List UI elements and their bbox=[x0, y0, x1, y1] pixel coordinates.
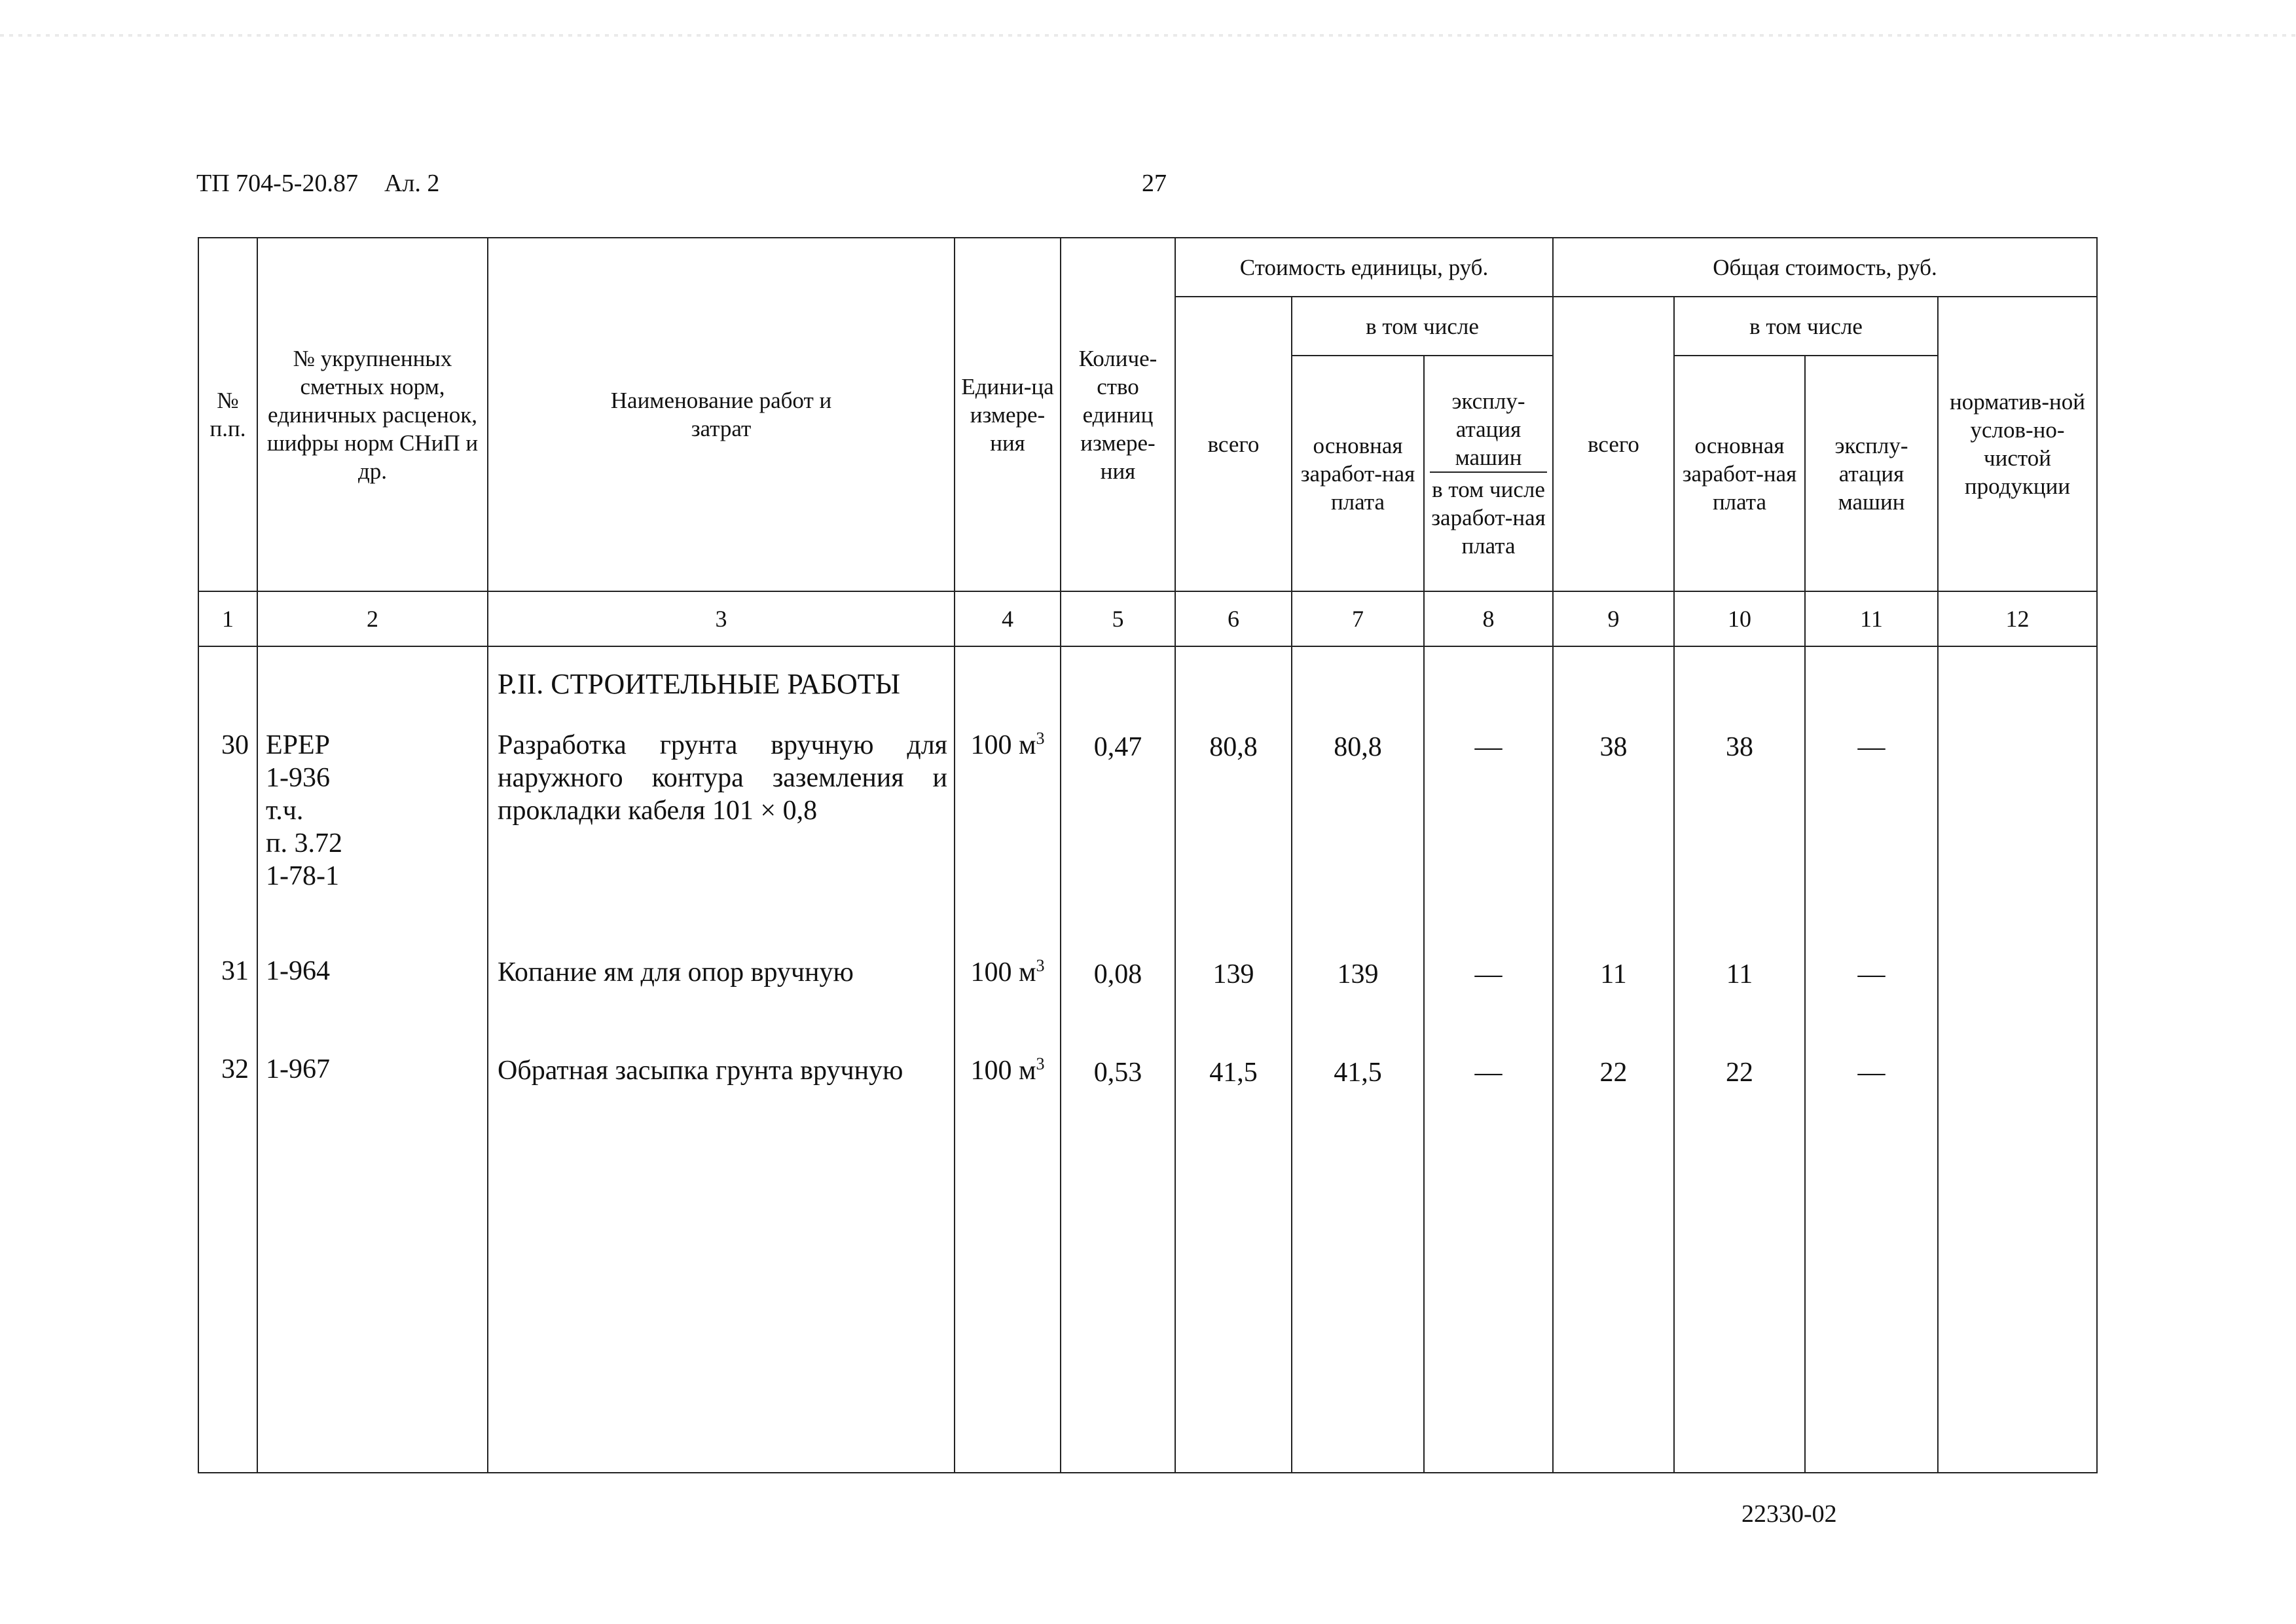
sheet-label: Ал. 2 bbox=[384, 170, 440, 197]
norm-code-column bbox=[257, 646, 488, 1473]
row-number-column bbox=[198, 646, 257, 1473]
norm-code-line: п. 3.72 bbox=[266, 828, 342, 858]
unit-total-value: 139 bbox=[1212, 959, 1254, 989]
column-number: 4 bbox=[955, 591, 1061, 646]
total-value: 38 bbox=[1599, 732, 1628, 762]
header-col-qty: Количе-ство единиц измере-ния bbox=[1061, 238, 1175, 591]
header-col-unit-machines-bottom: в том числе заработ-ная плата bbox=[1431, 477, 1546, 559]
row-number: 31 bbox=[221, 956, 249, 986]
unit-total-value: 80,8 bbox=[1209, 732, 1258, 762]
unit-value: 100 $м^3$ bbox=[970, 1054, 1045, 1086]
column-number: 1 bbox=[198, 591, 257, 646]
table-header bbox=[198, 238, 2097, 591]
header-col-net-production: норматив-ной услов-но-чистой продукции bbox=[1938, 297, 2097, 591]
total-machines-value: — bbox=[1857, 959, 1886, 989]
quantity-column bbox=[1061, 646, 1175, 1473]
unit-machines-value: — bbox=[1474, 732, 1503, 762]
header-unit-including: в том числе bbox=[1292, 297, 1553, 356]
row-number: 30 bbox=[221, 730, 249, 760]
header-total-including: в том числе bbox=[1674, 297, 1938, 356]
column-number: 9 bbox=[1553, 591, 1674, 646]
column-number-row bbox=[198, 591, 2097, 646]
total-column bbox=[1553, 646, 1674, 1473]
total-value: 11 bbox=[1600, 959, 1627, 989]
header-col-total: всего bbox=[1553, 297, 1674, 591]
total-machines-column bbox=[1805, 646, 1938, 1473]
work-name: Копание ям для опор вручную bbox=[498, 957, 854, 987]
header-col-total-machines: эксплу-атация машин bbox=[1805, 356, 1938, 591]
work-name: Обратная засыпка грунта вручную bbox=[498, 1056, 903, 1086]
header-col-unit-total: всего bbox=[1175, 297, 1292, 591]
norm-code-line: 1-964 bbox=[266, 956, 330, 986]
unit-machines-value: — bbox=[1474, 959, 1503, 989]
total-salary-value: 11 bbox=[1726, 959, 1753, 989]
norm-code-line: 1-78-1 bbox=[266, 861, 339, 891]
column-number: 10 bbox=[1674, 591, 1805, 646]
net-production-column bbox=[1938, 646, 2097, 1473]
header-col-unit-salary: основная заработ-ная плата bbox=[1292, 356, 1424, 591]
unit-salary-column bbox=[1292, 646, 1424, 1473]
column-number: 5 bbox=[1061, 591, 1175, 646]
header-col-unit: Едини-ца измере-ния bbox=[955, 238, 1061, 591]
header-unit-cost: Стоимость единицы, руб. bbox=[1175, 238, 1553, 297]
unit-salary-value: 41,5 bbox=[1334, 1058, 1382, 1088]
header-total-cost: Общая стоимость, руб. bbox=[1553, 238, 2097, 297]
column-number: 11 bbox=[1805, 591, 1938, 646]
header-col-unit-machines bbox=[1424, 356, 1553, 591]
document-code bbox=[196, 169, 439, 198]
total-salary-column bbox=[1674, 646, 1805, 1473]
total-value: 22 bbox=[1599, 1058, 1628, 1088]
norm-code-line: 1-936 bbox=[266, 763, 330, 793]
total-salary-value: 22 bbox=[1726, 1058, 1753, 1088]
unit-value: 100 $м^3$ bbox=[970, 729, 1045, 760]
quantity-value: 0,47 bbox=[1093, 732, 1142, 762]
page-number: 27 bbox=[1142, 170, 1167, 197]
document-number: 22330-02 bbox=[1741, 1500, 1837, 1528]
unit-salary-value: 80,8 bbox=[1334, 732, 1382, 762]
column-number: 8 bbox=[1424, 591, 1553, 646]
header-col-name: Наименование работ и затрат bbox=[488, 238, 955, 591]
unit-machines-value: — bbox=[1474, 1058, 1503, 1088]
section-title: Р.II. СТРОИТЕЛЬНЫЕ РАБОТЫ bbox=[498, 668, 900, 700]
norm-code-line: 1-967 bbox=[266, 1054, 330, 1084]
quantity-value: 0,08 bbox=[1093, 959, 1142, 989]
row-number: 32 bbox=[221, 1054, 249, 1084]
header-col-code: № укрупненных сметных норм, единичных расценок, шифры норм СНиП и др. bbox=[257, 238, 488, 591]
unit-total-value: 41,5 bbox=[1209, 1058, 1258, 1088]
unit-total-column bbox=[1175, 646, 1292, 1473]
unit-machines-column bbox=[1424, 646, 1553, 1473]
column-number: 2 bbox=[257, 591, 488, 646]
estimate-table bbox=[198, 237, 2098, 1473]
column-number: 3 bbox=[488, 591, 955, 646]
quantity-value: 0,53 bbox=[1093, 1058, 1142, 1088]
work-name: Разработка грунта вручную для наружного контура заземления и прокладки кабеля 101 × 0,8 bbox=[498, 730, 947, 826]
norm-code-line: т.ч. bbox=[266, 796, 304, 826]
document-code-text: ТП 704-5-20.87 bbox=[196, 170, 358, 197]
column-number: 12 bbox=[1938, 591, 2097, 646]
total-machines-value: — bbox=[1857, 732, 1886, 762]
header-col-num: № п.п. bbox=[198, 238, 257, 591]
unit-column bbox=[955, 646, 1061, 1473]
total-salary-value: 38 bbox=[1726, 732, 1753, 762]
norm-code-line: ЕРЕР bbox=[266, 730, 331, 760]
scan-noise-line bbox=[0, 34, 2296, 37]
table-body-row bbox=[198, 646, 2097, 1473]
column-number: 7 bbox=[1292, 591, 1424, 646]
header-col-total-salary: основная заработ-ная плата bbox=[1674, 356, 1805, 591]
column-number: 6 bbox=[1175, 591, 1292, 646]
header-col-unit-machines-top: эксплу-атация машин bbox=[1430, 387, 1547, 473]
total-machines-value: — bbox=[1857, 1058, 1886, 1088]
unit-salary-value: 139 bbox=[1337, 959, 1379, 989]
page-header bbox=[0, 169, 2296, 208]
unit-value: 100 $м^3$ bbox=[970, 956, 1045, 987]
work-name-column bbox=[488, 646, 955, 1473]
estimate-table-wrapper bbox=[198, 237, 2096, 1473]
